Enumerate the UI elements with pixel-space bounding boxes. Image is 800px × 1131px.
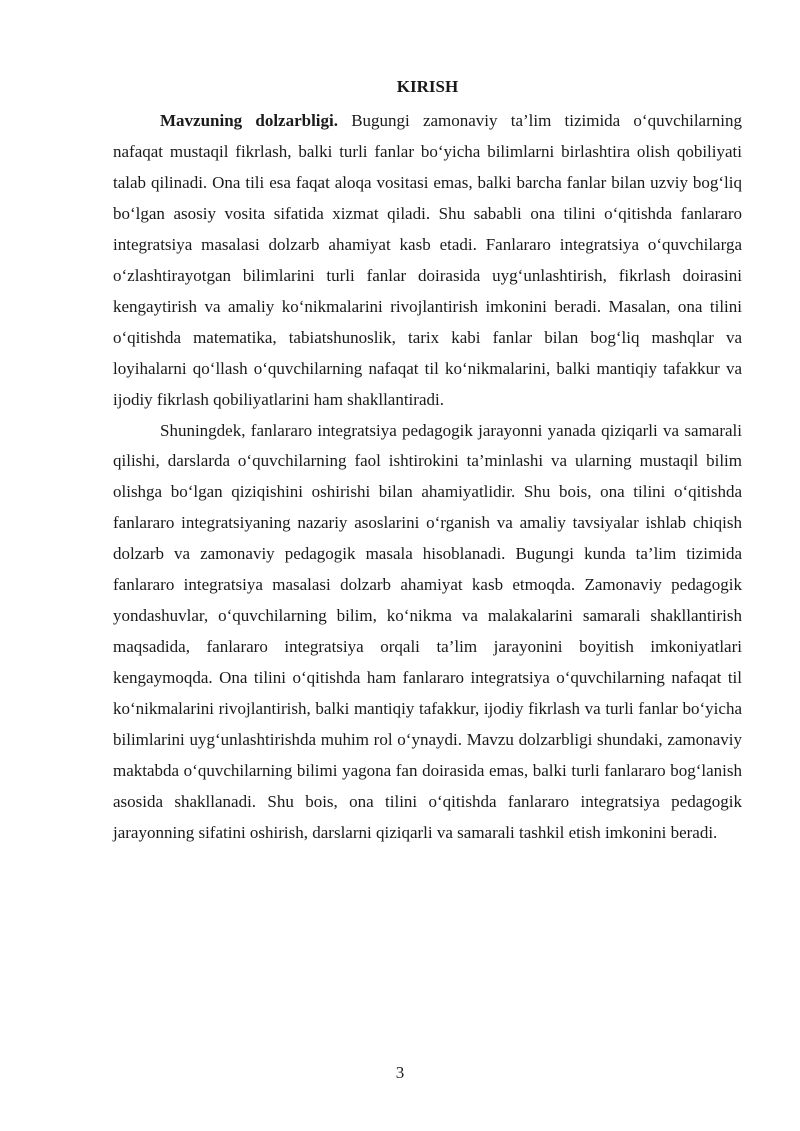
page-number: 3 (395, 1063, 405, 1082)
paragraph-text: Bugungi zamonaviy ta’lim tizimida o‘quvchilarning nafaqat mustaqil fikrlash, balki turli fanlar bo‘yicha bilimlarni birlashtira olish qobiliyati talab qilinadi. Ona tili esa faqat aloqa vositasi emas, balki barcha fanlar bilan uzviy bog‘liq bo‘lgan asosiy vosita sifatida xizmat qiladi. Shu sababli ona tilini o‘qitishda fanlararo integratsiya masalasi dolzarb ahamiyat kasb etadi. Fanlararo integratsiya o‘quvchilarga o‘zlashtirayotgan bilimlarini turli fanlar doirasida uyg‘unlashtirish, fikrlash doirasini kengaytirish va amaliy ko‘nikmalarini rivojlantirish imkonini beradi. Masalan, ona tilini o‘qitishda matematika, tabiatshunoslik, tarix kabi fanlar bilan bog‘liq mashqlar va loyihalarni qo‘llash o‘quvchilarning nafaqat til ko‘nikmalarini, balki mantiqiy tafakkur va ijodiy fikrlash qobiliyatlarini ham shakllantiradi. (113, 111, 742, 409)
section-heading: KIRISH (396, 77, 459, 96)
paragraph-relevance (113, 106, 742, 416)
paragraph-integration: Shuningdek, fanlararo integratsiya pedagogik jarayonni yanada qiziqarli va samarali qilishi, darslarda o‘quvchilarning faol ishtirokini ta’minlashi va ularning mustaqil bilim olishga bo‘lgan qiziqishini oshirishi bilan ahamiyatlidir. Shu bois, ona tilini o‘qitishda fanlararo integratsiyaning nazariy asoslarini o‘rganish va amaliy tavsiyalar ishlab chiqish dolzarb va zamonaviy pedagogik masala hisoblanadi. Bugungi kunda ta’lim tizimida fanlararo integratsiya masalasi dolzarb ahamiyat kasb etmoqda. Zamonaviy pedagogik yondashuvlar, o‘quvchilarning bilim, ko‘nikma va malakalarini samarali shakllantirish maqsadida, fanlararo integratsiya orqali ta’lim jarayonini boyitish imkoniyatlari kengaymoqda. Ona tilini o‘qitishda ham fanlararo integratsiya o‘quvchilarning nafaqat til ko‘nikmalarini rivojlantirish, balki mantiqiy tafakkur, ijodiy fikrlash va turli fanlar bo‘yicha bilimlarini uyg‘unlashtirishda muhim rol o‘ynaydi. Mavzu dolzarbligi shundaki, zamonaviy maktabda o‘quvchilarning bilimi yagona fan doirasida emas, balki turli fanlararo bog‘lanish asosida shakllanadi. Shu bois, ona tilini o‘qitishda fanlararo integratsiya pedagogik jarayonning sifatini oshirish, darslarni qiziqarli va samarali tashkil etish imkonini beradi. (113, 420, 742, 842)
body-text (113, 106, 742, 849)
paragraph-lead: Mavzuning dolzarbligi. (160, 111, 339, 130)
